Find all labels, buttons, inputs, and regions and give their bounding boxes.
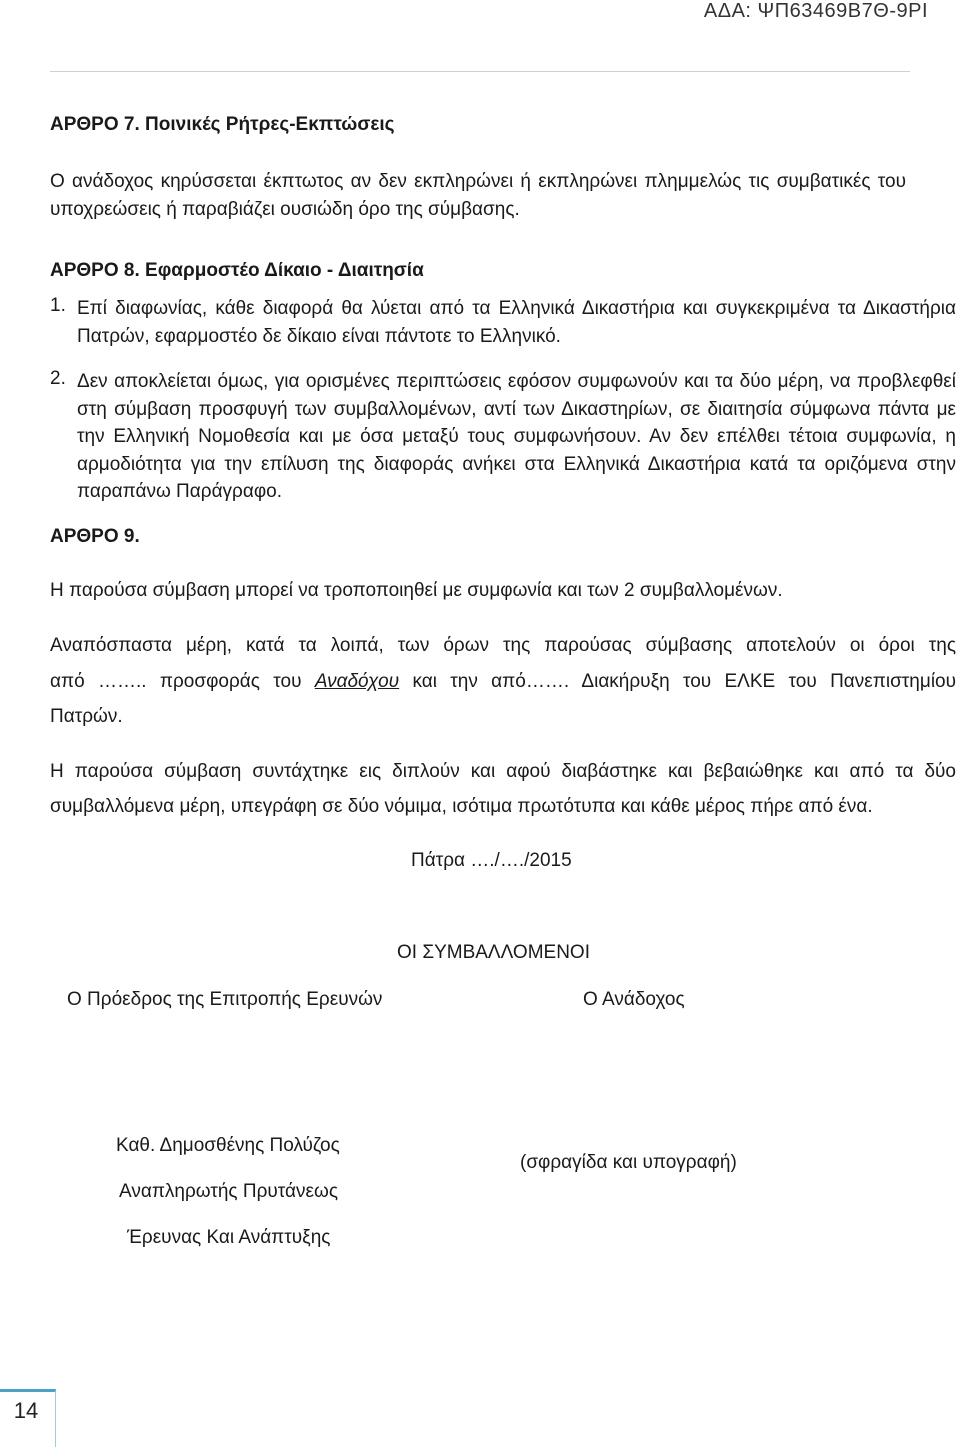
left-signatory-title-1: Αναπληρωτής Πρυτάνεως xyxy=(119,1181,338,1202)
article-8-item-2-number: 2. xyxy=(50,368,66,389)
article-9-title: ΑΡΘΡΟ 9. xyxy=(50,526,140,547)
article-8-item-2: Δεν αποκλείεται όμως, για ορισμένες περιπτώσεις εφόσον συμφωνούν και τα δύο μέρη, να προβλεφθεί στη σύμβαση προσφυγή των συμβαλλομένων, αντί των Δικαστηρίων, σε διαιτησία σύμφωνα πάντα με την Ελληνική Νομοθεσία και με όσα μεταξύ τους συμφωνήσουν. Αν δεν επέλθει τέτοια συμφωνία, η αρμοδιότητα για την επίλυση της διαφοράς ανήκει στα Ελληνικά Δικαστήρια κατά τα οριζόμενα στην παραπάνω Παράγραφο. xyxy=(77,371,956,502)
header-divider xyxy=(50,71,910,72)
page-number: 14 xyxy=(13,1398,39,1423)
text-2-line-2-start: από …….. προσφοράς του xyxy=(50,671,315,692)
anadoxos-underlined: Αναδόχου xyxy=(314,671,400,692)
article-9-text-1: Η παρούσα σύμβαση μπορεί να τροποποιηθεί με συμφωνία και των 2 συμβαλλομένων. xyxy=(50,580,783,601)
right-party-role: Ο Ανάδοχος xyxy=(583,989,685,1010)
article-8-title: ΑΡΘΡΟ 8. Εφαρμοστέο Δίκαιο - Διαιτησία xyxy=(50,260,424,281)
article-8-item-1: Επί διαφωνίας, κάθε διαφορά θα λύεται από τα Ελληνικά Δικαστήρια και συγκεκριμένα τα Δικαστήρια Πατρών, εφαρμοστέο δε δίκαιο είναι πάντοτε το Ελληνικό. xyxy=(77,298,956,347)
ada-code: ΑΔΑ: ΨΠ63469Β7Θ-9ΡΙ xyxy=(703,0,928,22)
article-9-text-2-line-2 xyxy=(50,671,956,693)
place-date: Πάτρα …./…./2015 xyxy=(411,850,572,871)
article-9-text-2-line-3: Πατρών. xyxy=(50,706,123,727)
article-7-title: ΑΡΘΡΟ 7. Ποινικές Ρήτρες-Εκπτώσεις xyxy=(50,114,395,135)
article-8-item-1-number: 1. xyxy=(50,295,66,316)
right-signature-note: (σφραγίδα και υπογραφή) xyxy=(520,1152,737,1173)
article-9-text-2-line-1: Αναπόσπαστα μέρη, κατά τα λοιπά, των όρων της παρούσας σύμβασης αποτελούν οι όροι της xyxy=(50,635,956,656)
article-9-text-3-line-2: συμβαλλόμενα μέρη, υπεγράφη σε δύο νόμιμα, ισότιμα πρωτότυπα και κάθε μέρος πήρε από ένα. xyxy=(50,796,873,817)
text-2-line-2-end: και την από……. Διακήρυξη του ΕΛΚΕ του Πανεπιστημίου xyxy=(399,671,957,692)
left-party-role: Ο Πρόεδρος της Επιτροπής Ερευνών xyxy=(67,989,383,1010)
parties-title: ΟΙ ΣΥΜΒΑΛΛΟΜΕΝΟΙ xyxy=(397,942,590,963)
left-signatory-name: Καθ. Δημοσθένης Πολύζος xyxy=(116,1135,340,1156)
article-9-text-3-line-1: Η παρούσα σύμβαση συντάχτηκε εις διπλούν και αφού διαβάστηκε και βεβαιώθηκε και από τα δύο xyxy=(50,761,956,782)
left-signatory-title-2: Έρευνας Και Ανάπτυξης xyxy=(127,1227,331,1248)
article-7-text: Ο ανάδοχος κηρύσσεται έκπτωτος αν δεν εκπληρώνει ή εκπληρώνει πλημμελώς τις συμβατικές του υποχρεώσεις ή παραβιάζει ουσιώδη όρο της σύμβασης. xyxy=(50,171,906,220)
